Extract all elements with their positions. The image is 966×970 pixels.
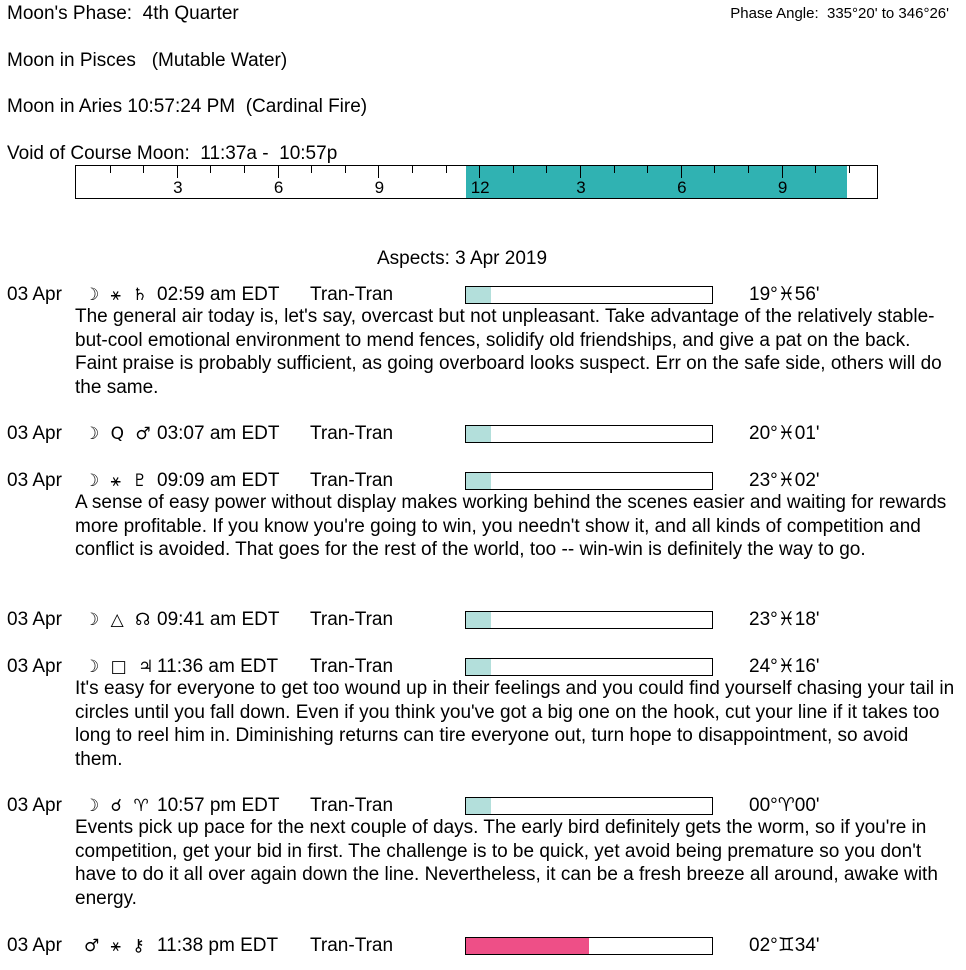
aspect-glyphs: ☽ Q ♂ <box>84 424 154 444</box>
moon-sign-2: Moon in Aries 10:57:24 PM <box>7 96 236 117</box>
aspect-strength-fill <box>466 473 491 489</box>
voc-range: 11:37a - 10:57p <box>200 143 338 164</box>
timeline-label: 9 <box>777 178 788 197</box>
timeline-tick <box>546 166 547 173</box>
phase-angle <box>730 5 949 23</box>
timeline-tick <box>143 166 144 173</box>
aspect-time: 02:59 am EDT <box>157 284 280 305</box>
aspect-row <box>0 934 966 958</box>
aspect-strength-bar <box>465 658 713 676</box>
void-of-course-timeline <box>75 165 878 199</box>
timeline-tick <box>580 166 581 178</box>
aspect-position: 23°♓02' <box>749 470 820 491</box>
aspect-row <box>0 794 966 818</box>
aspect-date: 03 Apr <box>7 423 62 444</box>
aspect-position: 00°♈00' <box>749 795 820 816</box>
timeline-tick <box>782 166 783 178</box>
timeline-tick <box>815 166 816 173</box>
timeline-tick <box>177 166 178 178</box>
aspect-glyphs: ☽ △ ☊ <box>84 610 154 630</box>
moon-sign-1-quality: (Mutable Water) <box>151 50 288 71</box>
aspect-position: 24°♓16' <box>749 656 820 677</box>
aspect-glyphs: ♂ ⚹ ⚷ <box>84 936 148 956</box>
aspect-row <box>0 655 966 679</box>
timeline-label: 9 <box>374 178 385 197</box>
timeline-tick <box>513 166 514 173</box>
moon-sign-1: Moon in Pisces <box>7 50 136 71</box>
aspect-kind: Tran-Tran <box>310 795 394 816</box>
timeline-tick <box>311 166 312 173</box>
aspect-glyphs: ☽ ☌ ♈ <box>84 796 152 816</box>
aspect-date: 03 Apr <box>7 284 62 305</box>
aspect-strength-bar <box>465 937 713 955</box>
aspect-kind: Tran-Tran <box>310 935 394 956</box>
timeline-tick <box>714 166 715 173</box>
aspect-strength-bar <box>465 797 713 815</box>
aspect-time: 09:41 am EDT <box>157 609 280 630</box>
aspect-time: 11:36 am EDT <box>157 656 279 677</box>
moon-sign-line-2 <box>7 96 367 118</box>
aspect-time: 11:38 pm EDT <box>157 935 279 956</box>
aspect-position: 20°♓01' <box>749 423 820 444</box>
timeline-tick <box>479 166 480 178</box>
aspect-position: 23°♓18' <box>749 609 820 630</box>
timeline-tick <box>210 166 211 173</box>
aspect-kind: Tran-Tran <box>310 609 394 630</box>
aspect-strength-fill <box>466 426 491 442</box>
phase-angle-value: 335°20' to 346°26' <box>827 5 949 22</box>
aspect-strength-bar <box>465 611 713 629</box>
timeline-tick <box>614 166 615 173</box>
timeline-label: 3 <box>173 178 183 197</box>
timeline-tick <box>244 166 245 173</box>
aspect-strength-bar <box>465 425 713 443</box>
timeline-tick <box>446 166 447 173</box>
timeline-tick <box>849 166 850 173</box>
aspect-kind: Tran-Tran <box>310 656 394 677</box>
aspects-title: Aspects: 3 Apr 2019 <box>377 248 548 269</box>
aspect-strength-fill <box>466 798 491 814</box>
aspect-description: A sense of easy power without display makes working behind the scenes easier and waiting for rewards more profitable. If you know you're going to win, you needn't show it, and all kinds of competition and conflict is avoided. That goes for the rest of the world, too -- win-win is definitely the way to go. <box>75 492 947 560</box>
timeline-tick <box>412 166 413 173</box>
timeline-tick <box>681 166 682 178</box>
timeline-tick <box>378 166 379 178</box>
aspect-date: 03 Apr <box>7 656 62 677</box>
aspect-date: 03 Apr <box>7 609 62 630</box>
moon-sign-2-quality: (Cardinal Fire) <box>245 96 368 117</box>
aspect-description: It's easy for everyone to get too wound up in their feelings and you could find yourself chasing your tail in circles until you fall down. Even if you think you've got a big one on the hook, cut your line if it takes too long to reel him in. Diminishing returns can tire everyone out, turn hope to disappointment, so avoid them. <box>75 678 955 770</box>
timeline-label: 6 <box>677 178 687 197</box>
voc-label: Void of Course Moon: <box>7 143 190 164</box>
aspect-time: 10:57 pm EDT <box>157 795 280 816</box>
moon-phase-line <box>7 3 239 25</box>
aspect-row <box>0 283 966 307</box>
moon-phase-value: 4th Quarter <box>142 3 239 24</box>
aspect-row <box>0 422 966 446</box>
aspect-position: 19°♓56' <box>749 284 820 305</box>
aspect-kind: Tran-Tran <box>310 284 394 305</box>
aspect-row <box>0 608 966 632</box>
aspect-strength-bar <box>465 472 713 490</box>
timeline-tick <box>278 166 279 178</box>
timeline-label: 12 <box>470 178 490 197</box>
aspect-glyphs: ☽ ⚹ ♇ <box>84 471 151 491</box>
aspect-date: 03 Apr <box>7 935 62 956</box>
moon-sign-line-1 <box>7 50 287 72</box>
aspect-kind: Tran-Tran <box>310 470 394 491</box>
voc-fill-bar <box>466 166 847 198</box>
aspect-strength-fill <box>466 612 491 628</box>
aspect-description: Events pick up pace for the next couple of days. The early bird definitely gets the worm, so if you're in competition, get your bid in first. The challenge is to be quick, yet avoid being premature so you don't have to do it all over again down the line. Nevertheless, it can be a fresh breeze all around, awake with energy. <box>75 817 938 909</box>
timeline-tick <box>748 166 749 173</box>
aspect-position: 02°♊34' <box>749 935 820 956</box>
timeline-label: 6 <box>273 178 284 197</box>
aspect-date: 03 Apr <box>7 795 62 816</box>
aspect-strength-bar <box>465 286 713 304</box>
timeline-tick <box>647 166 648 173</box>
aspect-glyphs: ☽ □ ♃ <box>84 657 157 677</box>
aspect-strength-fill <box>466 659 491 675</box>
aspect-strength-fill <box>466 938 589 954</box>
aspect-time: 03:07 am EDT <box>157 423 280 444</box>
aspect-date: 03 Apr <box>7 470 62 491</box>
aspect-row <box>0 469 966 493</box>
timeline-tick <box>110 166 111 173</box>
timeline-label: 3 <box>576 178 586 197</box>
aspect-glyphs: ☽ ⚹ ♄ <box>84 285 151 305</box>
timeline-tick <box>345 166 346 173</box>
void-of-course-line <box>7 143 337 165</box>
aspect-description: The general air today is, let's say, overcast but not unpleasant. Take advantage of the relatively stable-but-cool emotional environment to mend fences, solidify old friendships, and give a pat on the back. Faint praise is probably sufficient, as going overboard looks suspect. Err on the safe side, others will do the same. <box>75 306 942 398</box>
phase-angle-label: Phase Angle: <box>730 5 819 22</box>
aspect-kind: Tran-Tran <box>310 423 394 444</box>
moon-phase-label: Moon's Phase: <box>7 3 133 24</box>
aspect-strength-fill <box>466 287 491 303</box>
aspect-time: 09:09 am EDT <box>157 470 280 491</box>
